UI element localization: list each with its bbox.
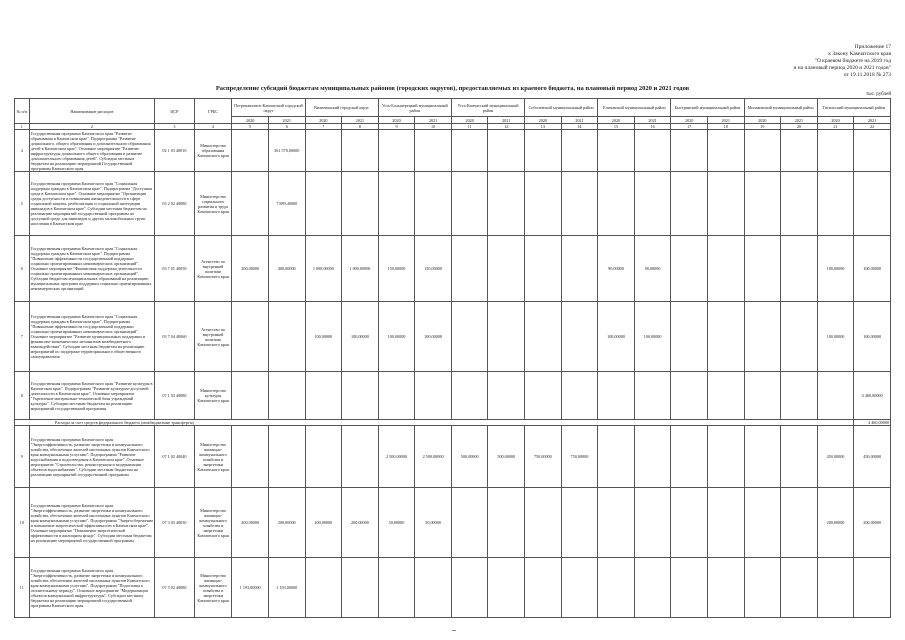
- value-cell: [451, 172, 488, 236]
- approval-line: "О краевом бюджете на 2019 год: [814, 58, 891, 64]
- value-cell: [671, 488, 708, 558]
- value-cell: 450,00000: [817, 426, 854, 488]
- value-cell: [561, 130, 598, 172]
- value-cell: [561, 172, 598, 236]
- value-cell: [305, 172, 342, 236]
- row-grbs: Министерство образования Камчатского края: [194, 130, 232, 172]
- value-cell: [305, 130, 342, 172]
- column-number: 17: [671, 124, 708, 130]
- approval-line: к Закону Камчатского края: [828, 51, 891, 57]
- value-cell: [744, 172, 781, 236]
- value-cell: 100,00000: [342, 302, 379, 372]
- value-cell: [817, 130, 854, 172]
- value-cell: 1 193,00000: [268, 558, 305, 618]
- row-grbs: Агентство по внутренней политике Камчатского края: [194, 236, 232, 302]
- value-cell: [451, 302, 488, 372]
- column-number: 19: [744, 124, 781, 130]
- row-grbs: Министерство жилищно-коммунального хозяйства и энергетики Камчатского края: [194, 558, 232, 618]
- value-cell: [744, 488, 781, 558]
- value-cell: [707, 236, 744, 302]
- header-municipality: Быстринский муниципальный район: [671, 99, 744, 117]
- row-number: 8: [15, 372, 30, 420]
- header-grbs: ГРБС: [194, 99, 232, 124]
- row-description: Государственная программа Камчатского края "Социальная поддержка граждан в Камчатском крае". Подпрограмма "Доступная среда в Камчатском крае". Основное мероприятие "Организация среды доступности и повышения жизнедеятельности в сфере социальной защиты, реабилитации и социальной интеграции инвалидов в Камчатском крае". Субсидии местным бюджетам на реализацию мероприятий государственной программы по доступной среде для инвалидов и других маломобильных групп населения в Камчатском крае: [29, 172, 154, 236]
- value-cell: [598, 488, 635, 558]
- row-description: Государственная программа Камчатского края "Социальная поддержка граждан в Камчатском крае". Подпрограмма "Повышение эффективности государственной поддержки социально ориентированных некоммерческих организаций". Основное мероприятие "Финансовая поддержка деятельности социально ориентированных некоммерческих организаций". Субсидии бюджетам муниципальных образований на реализацию муниципальных программ поддержки социально ориентированных некоммерческих организаций: [29, 236, 154, 302]
- approval-line: Приложение 17: [854, 44, 891, 50]
- row-csr: 07 3 03 40050: [155, 488, 195, 558]
- header-municipality: Усть-Камчатский муниципальный район: [451, 99, 524, 117]
- value-cell: [451, 372, 488, 420]
- value-cell: [634, 426, 671, 488]
- year-header: 2021: [561, 117, 598, 124]
- value-cell: [378, 172, 415, 236]
- value-cell: [598, 130, 635, 172]
- value-cell: [707, 426, 744, 488]
- column-number: 3: [155, 124, 195, 130]
- value-cell: 150,00000: [415, 236, 452, 302]
- value-cell: [561, 302, 598, 372]
- value-cell: [561, 558, 598, 618]
- value-cell: [817, 558, 854, 618]
- column-number: 1: [15, 124, 30, 130]
- year-header: 2020: [305, 117, 342, 124]
- value-cell: [488, 130, 525, 172]
- year-header: 2020: [817, 117, 854, 124]
- value-cell: [671, 236, 708, 302]
- value-cell: [525, 172, 562, 236]
- row-csr: 07 1 02 40040: [155, 426, 195, 488]
- header-municipality: Мильковский муниципальный район: [744, 99, 817, 117]
- unit-label: тыс. рублей: [866, 92, 891, 97]
- year-header: 2020: [525, 117, 562, 124]
- value-cell: 1 193,00000: [232, 558, 269, 618]
- value-cell: [451, 236, 488, 302]
- value-cell: 2 500,00000: [415, 426, 452, 488]
- value-cell: [707, 558, 744, 618]
- value-cell: [525, 558, 562, 618]
- row-description: Государственная программа Камчатского края "Энергоэффективность, развитие энергетики и коммунального хозяйства, обеспечение жителей населенных пунктов Камчатского края коммунальными услугами". Подпрограмма "Энергосбережение и повышение энергетической эффективности в Камчатском крае". Основное мероприятие "Повышение энергетической эффективности в жилищном фонде". Субсидии местным бюджетам на реализацию мероприятий государственной программы: [29, 488, 154, 558]
- value-cell: [744, 372, 781, 420]
- column-number: 7: [305, 124, 342, 130]
- column-number: 20: [781, 124, 818, 130]
- year-header: 2021: [854, 117, 891, 124]
- value-cell: 90,00000: [598, 236, 635, 302]
- table-row: [15, 488, 891, 558]
- value-cell: [451, 130, 488, 172]
- value-cell: 500,00000: [488, 426, 525, 488]
- value-cell: [854, 130, 891, 172]
- value-cell: [671, 426, 708, 488]
- section-separator-value: 4 460,00000: [854, 420, 891, 426]
- row-csr: 03 7 01 40050: [155, 236, 195, 302]
- year-header: 2020: [451, 117, 488, 124]
- value-cell: [342, 372, 379, 420]
- value-cell: [634, 130, 671, 172]
- value-cell: 200,00000: [268, 488, 305, 558]
- row-grbs: Агентство по внутренней политике Камчатского края: [194, 302, 232, 372]
- column-number: 12: [488, 124, 525, 130]
- value-cell: [744, 236, 781, 302]
- distribution-table: [14, 98, 891, 618]
- value-cell: [817, 372, 854, 420]
- value-cell: [854, 558, 891, 618]
- value-cell: 750,00000: [561, 426, 598, 488]
- value-cell: 200,00000: [854, 488, 891, 558]
- value-cell: [525, 372, 562, 420]
- value-cell: [781, 558, 818, 618]
- value-cell: 100,00000: [415, 302, 452, 372]
- column-number: 22: [854, 124, 891, 130]
- value-cell: 100,00000: [598, 302, 635, 372]
- row-number: 6: [15, 236, 30, 302]
- value-cell: [232, 302, 269, 372]
- value-cell: [781, 372, 818, 420]
- year-header: 2021: [415, 117, 452, 124]
- value-cell: 1 000,00000: [342, 236, 379, 302]
- value-cell: 200,00000: [232, 488, 269, 558]
- header-municipality: Усть-Большерецкий муниципальный район: [378, 99, 451, 117]
- value-cell: [671, 302, 708, 372]
- value-cell: [671, 372, 708, 420]
- value-cell: [415, 172, 452, 236]
- column-number: 10: [415, 124, 452, 130]
- row-csr: 03 2 02 40080: [155, 172, 195, 236]
- year-header: 2020: [744, 117, 781, 124]
- value-cell: [598, 372, 635, 420]
- column-number: 15: [598, 124, 635, 130]
- row-number: 5: [15, 172, 30, 236]
- year-header: 2020: [378, 117, 415, 124]
- column-number: 16: [634, 124, 671, 130]
- header-municipality: Елизовский муниципальный район: [598, 99, 671, 117]
- year-header: 2021: [781, 117, 818, 124]
- column-number: 13: [525, 124, 562, 130]
- row-description: Государственная программа Камчатского края "Социальная поддержка граждан в Камчатском крае". Подпрограмма "Повышение эффективности государственной поддержки социально ориентированных некоммерческих организаций". Основное мероприятие "Развитие муниципальных поддержки и финансово-экономических механизмов межбюджетного взаимодействия". Субсидии местным бюджетам на реализацию мероприятий по поддержке территориального общественного самоуправления: [29, 302, 154, 372]
- value-cell: [744, 426, 781, 488]
- value-cell: 200,00000: [305, 488, 342, 558]
- row-number: 11: [15, 558, 30, 618]
- column-number: 4: [194, 124, 232, 130]
- value-cell: [598, 172, 635, 236]
- column-number: 21: [817, 124, 854, 130]
- value-cell: 100,00000: [817, 236, 854, 302]
- value-cell: [707, 372, 744, 420]
- table-row: [15, 236, 891, 302]
- value-cell: 100,00000: [817, 302, 854, 372]
- header-municipality: Петропавловск-Камчатский городской округ: [232, 99, 305, 117]
- column-number: 2: [29, 124, 154, 130]
- value-cell: [744, 130, 781, 172]
- year-header: 2020: [232, 117, 269, 124]
- approval-line: и на плановый период 2020 и 2021 годов": [793, 65, 891, 71]
- value-cell: [232, 172, 269, 236]
- value-cell: [525, 488, 562, 558]
- value-cell: [268, 372, 305, 420]
- row-number: 10: [15, 488, 30, 558]
- column-number: 5: [232, 124, 269, 130]
- value-cell: [598, 558, 635, 618]
- value-cell: [451, 558, 488, 618]
- value-cell: [707, 488, 744, 558]
- column-number: 8: [342, 124, 379, 130]
- value-cell: [488, 302, 525, 372]
- value-cell: [488, 372, 525, 420]
- value-cell: 361 570,00000: [268, 130, 305, 172]
- row-description: Государственная программа Камчатского края "Развитие образования в Камчатском крае". Подпрограмма "Развитие дошкольного, общего образования и дополнительного образования детей в Камчатском крае". Основное мероприятие "Развитие инфраструктуры дошкольного общего образования и развитие дополнительного образования детей". Субсидии местным бюджетам на реализацию мероприятий Государственной программы Камчатского края: [29, 130, 154, 172]
- row-number: 7: [15, 302, 30, 372]
- header-row: [15, 99, 891, 117]
- value-cell: [671, 558, 708, 618]
- year-header: 2020: [598, 117, 635, 124]
- value-cell: [415, 130, 452, 172]
- value-cell: [488, 558, 525, 618]
- value-cell: [781, 236, 818, 302]
- year-header: 2021: [268, 117, 305, 124]
- row-description: Государственная программа Камчатского края "Энергоэффективность, развитие энергетики и коммунального хозяйства, обеспечение жителей населенных пунктов Камчатского края коммунальными услугами". Подпрограмма "Подготовка к отопительному периоду". Основное мероприятие "Модернизация объектов коммунальной инфраструктуры". Субсидии местным бюджетам на реализацию мероприятий государственной программы Камчатского края: [29, 558, 154, 618]
- header-num: № п/п: [15, 99, 30, 124]
- value-cell: [342, 130, 379, 172]
- value-cell: [232, 130, 269, 172]
- value-cell: 50,00000: [378, 488, 415, 558]
- header-municipality: Соболевский муниципальный район: [525, 99, 598, 117]
- value-cell: [525, 130, 562, 172]
- value-cell: 90,00000: [634, 236, 671, 302]
- table-row: [15, 302, 891, 372]
- value-cell: 2 500,00000: [378, 426, 415, 488]
- value-cell: [342, 172, 379, 236]
- column-number: 18: [707, 124, 744, 130]
- value-cell: 100,00000: [305, 302, 342, 372]
- column-number: 6: [268, 124, 305, 130]
- year-header: 2021: [488, 117, 525, 124]
- value-cell: [342, 426, 379, 488]
- value-cell: [561, 488, 598, 558]
- value-cell: [781, 488, 818, 558]
- value-cell: [598, 426, 635, 488]
- value-cell: [488, 488, 525, 558]
- value-cell: [268, 426, 305, 488]
- row-description: Государственная программа Камчатского края "Энергоэффективность, развитие энергетики и коммунального хозяйства, обеспечение жителей населенных пунктов Камчатского края коммунальными услугами". Подпрограмма "Развитие водоснабжения и водоотведения в Камчатском крае". Основное мероприятие "Строительство, реконструкция и модернизация объектов водоснабжения". Субсидии местным бюджетам на реализацию мероприятий государственной программы: [29, 426, 154, 488]
- value-cell: [305, 426, 342, 488]
- column-number: 11: [451, 124, 488, 130]
- value-cell: [854, 172, 891, 236]
- value-cell: [378, 130, 415, 172]
- value-cell: [817, 172, 854, 236]
- table-row: [15, 130, 891, 172]
- row-number: 4: [15, 130, 30, 172]
- row-csr: 07 1 03 40080: [155, 372, 195, 420]
- value-cell: 500,00000: [451, 426, 488, 488]
- value-cell: [378, 558, 415, 618]
- table-row: [15, 426, 891, 488]
- value-cell: [305, 558, 342, 618]
- value-cell: [781, 302, 818, 372]
- value-cell: 200,00000: [817, 488, 854, 558]
- row-grbs: Министерство жилищно-коммунального хозяйства и энергетики Камчатского края: [194, 426, 232, 488]
- row-grbs: Министерство жилищно-коммунального хозяйства и энергетики Камчатского края: [194, 488, 232, 558]
- value-cell: [561, 236, 598, 302]
- table-row: [15, 558, 891, 618]
- value-cell: 100,00000: [854, 236, 891, 302]
- value-cell: 450,00000: [854, 426, 891, 488]
- document-title: Распределение субсидий бюджетам муниципальных районов (городских округов), предоставляемых из краевого бюджета, на плановый период 2020 и 2021 годов: [215, 85, 690, 92]
- value-cell: [451, 488, 488, 558]
- value-cell: [671, 130, 708, 172]
- column-number: 9: [378, 124, 415, 130]
- value-cell: [305, 372, 342, 420]
- row-grbs: Министерство социального развития и труда Камчатского края: [194, 172, 232, 236]
- value-cell: 150,00000: [378, 236, 415, 302]
- table-row: [15, 372, 891, 420]
- value-cell: 100,00000: [378, 302, 415, 372]
- value-cell: [634, 172, 671, 236]
- column-number: 14: [561, 124, 598, 130]
- value-cell: [415, 558, 452, 618]
- value-cell: [671, 172, 708, 236]
- row-description: Государственная программа Камчатского края "Развитие культуры в Камчатском крае". Подпрограмма "Развитие культурно-досуговой деятельности в Камчатском крае". Основное мероприятие "Укрепление материально-технической базы учреждений культуры". Субсидии местным бюджетам на реализацию мероприятий государственной программы: [29, 372, 154, 420]
- value-cell: [634, 372, 671, 420]
- row-csr: 07 5 02 40080: [155, 558, 195, 618]
- value-cell: [781, 172, 818, 236]
- value-cell: [268, 302, 305, 372]
- section-separator-text: Расходы за счет средств федерального бюджета (межбюджетные трансферты): [15, 420, 854, 426]
- value-cell: 100,00000: [634, 302, 671, 372]
- row-csr: 03 7 04 40060: [155, 302, 195, 372]
- approval-block: [793, 44, 891, 79]
- value-cell: [561, 372, 598, 420]
- value-cell: [525, 302, 562, 372]
- value-cell: [634, 558, 671, 618]
- value-cell: [781, 426, 818, 488]
- value-cell: [488, 172, 525, 236]
- row-csr: 02 1 03 40010: [155, 130, 195, 172]
- header-municipality: Тигильский муниципальный район: [817, 99, 890, 117]
- value-cell: 1 000,00000: [305, 236, 342, 302]
- value-cell: [232, 372, 269, 420]
- value-cell: [525, 236, 562, 302]
- value-cell: [342, 558, 379, 618]
- year-header: 2020: [671, 117, 708, 124]
- header-municipality: Вилючинский городской округ: [305, 99, 378, 117]
- value-cell: 50,00000: [415, 488, 452, 558]
- row-number: 9: [15, 426, 30, 488]
- value-cell: [707, 302, 744, 372]
- value-cell: [707, 172, 744, 236]
- year-header: 2021: [707, 117, 744, 124]
- value-cell: 400,00000: [268, 236, 305, 302]
- value-cell: [781, 130, 818, 172]
- value-cell: 750,00000: [525, 426, 562, 488]
- value-cell: [707, 130, 744, 172]
- value-cell: 7 889,40000: [268, 172, 305, 236]
- value-cell: [488, 236, 525, 302]
- value-cell: 200,00000: [232, 236, 269, 302]
- row-grbs: Министерство культуры Камчатского края: [194, 372, 232, 420]
- value-cell: 100,00000: [854, 302, 891, 372]
- table-body: [15, 130, 891, 618]
- year-header: 2021: [342, 117, 379, 124]
- year-header: 2021: [634, 117, 671, 124]
- page-mark: [452, 630, 456, 631]
- table-row: [15, 172, 891, 236]
- header-csr: ЦСР: [155, 99, 195, 124]
- header-name: Наименование расходов: [29, 99, 154, 124]
- value-cell: [744, 302, 781, 372]
- value-cell: [744, 558, 781, 618]
- value-cell: [634, 488, 671, 558]
- value-cell: 200,00000: [342, 488, 379, 558]
- approval-line: от 19.11.2018 № 273: [843, 72, 891, 78]
- value-cell: [415, 372, 452, 420]
- value-cell: 4 460,00000: [854, 372, 891, 420]
- value-cell: [232, 426, 269, 488]
- value-cell: [378, 372, 415, 420]
